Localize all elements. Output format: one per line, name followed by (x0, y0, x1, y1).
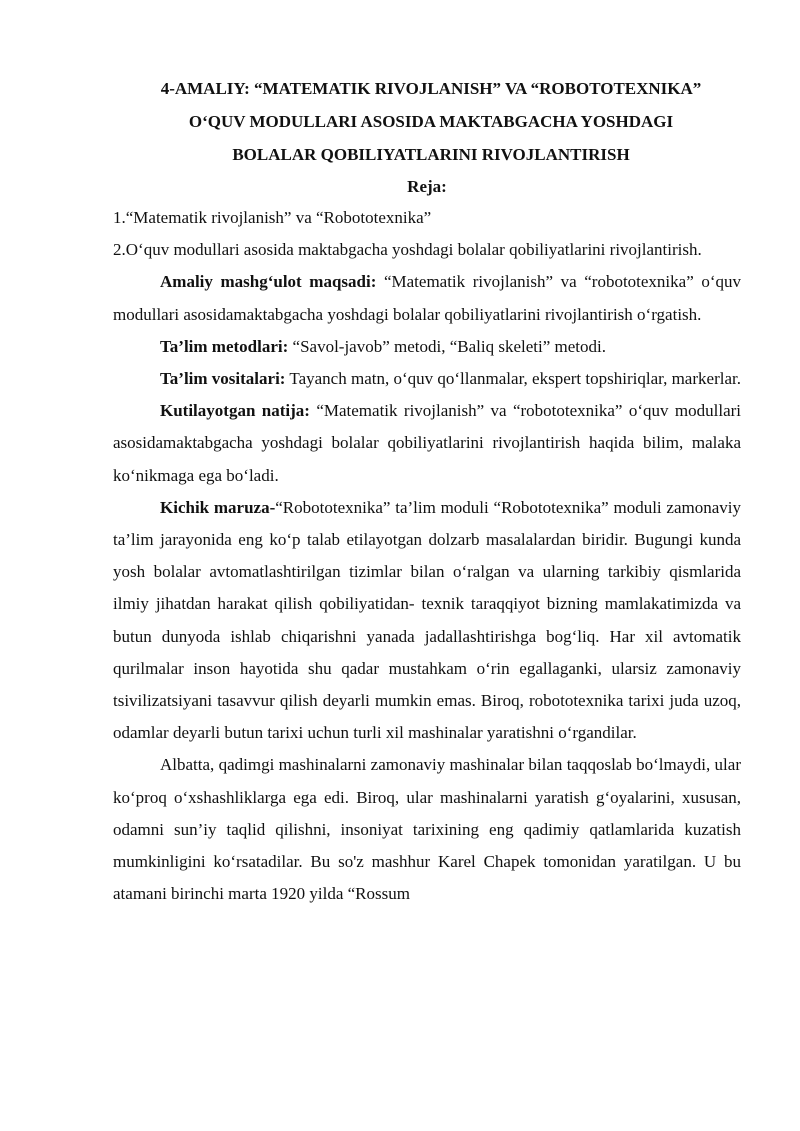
tools-text: Tayanch matn, o‘quv qo‘llanmalar, ekspert topshiriqlar, markerlar. (285, 369, 741, 389)
goal-paragraph (113, 266, 741, 330)
title-line-1: 4-AMALIY: “MATEMATIK RIVOJLANISH” VA “ROBOTOTEXNIKA” (160, 79, 702, 98)
tools-paragraph (113, 363, 741, 395)
goal-text: “Matematik rivojlanish” va “robototexnika” o‘quv modullari asosidamaktabgacha yoshdagi bolalar qobiliyatlarini rivojlantirish o‘rgatish. (113, 272, 742, 324)
plan-item-1: 1.“Matematik rivojlanish” va “Robototexnika” (113, 208, 432, 227)
methods-paragraph (113, 331, 741, 363)
tools-label: Ta’lim vositalari: (160, 369, 286, 389)
plan-item-2: 2.O‘quv modullari asosida maktabgacha yoshdagi bolalar qobiliyatlarini rivojlantirish. (113, 240, 702, 260)
page-title (121, 72, 741, 171)
result-label: Kutilayotgan natija: (160, 401, 310, 421)
body-paragraph: Albatta, qadimgi mashinalarni zamonaviy mashinalar bilan taqqoslab bo‘lmaydi, ular ko‘proq o‘xshashliklarga ega edi. Biroq, ular mashinalarni yaratish g‘oyalarini, xususan, odamni sun’iy taqlid qilishni, insoniyat tarixining eng qadimiy qatlamlarida kuzatish mumkinligini ko‘rsatadilar. Bu so'z mashhur Karel Chapek tomonidan yaratilgan. U bu atamani birinchi marta 1920 yilda “Rossum (113, 755, 741, 904)
result-text: “Matematik rivojlanish” va “robototexnika” o‘quv modullari asosidamaktabgacha yoshdagi bolalar qobiliyatlarini rivojlantirish haqida bilim, malaka ko‘nikmaga ega bo‘ladi. (113, 401, 741, 485)
title-line-3: BOLALAR QOBILIYATLARINI RIVOJLANTIRISH (232, 145, 630, 164)
methods-text: “Savol-javob” metodi, “Baliq skeleti” metodi. (288, 336, 607, 356)
methods-label: Ta’lim metodlari: (160, 336, 289, 356)
lecture-label: Kichik maruza- (160, 497, 276, 517)
goal-label: Amaliy mashg‘ulot maqsadi: (160, 272, 377, 292)
result-paragraph (113, 395, 741, 492)
plan-heading: Reja: (407, 177, 447, 196)
title-line-2: O‘QUV MODULLARI ASOSIDA MAKTABGACHA YOSHDAGI (188, 112, 674, 131)
lecture-text: “Robototexnika” ta’lim moduli “Robototexnika” moduli zamonaviy ta’lim jarayonida eng ko‘p talab etilayotgan dolzarb masalalardan biridir. Bugungi kunda yosh bolalar avtomatlashtirilgan tizimlar bilan o‘ralgan va ularning tarkibiy qismlarida ilmiy jihatdan harakat qilish qobiliyatidan- texnik taraqqiyot bizning mamlakatimizda va butun dunyoda ishlab chiqarishni yanada jadallashtirishga bog‘liq. Har xil avtomatik qurilmalar inson hayotida shu qadar mustahkam o‘rin egallaganki, ularsiz zamonaviy tsivilizatsiyani tasavvur qilish deyarli mumkin emas. Biroq, robototexnika tarixi juda uzoq, odamlar deyarli butun tarixi uchun turli xil mashinalar yaratishni o‘rgandilar. (113, 497, 741, 743)
lecture-paragraph (113, 492, 741, 750)
